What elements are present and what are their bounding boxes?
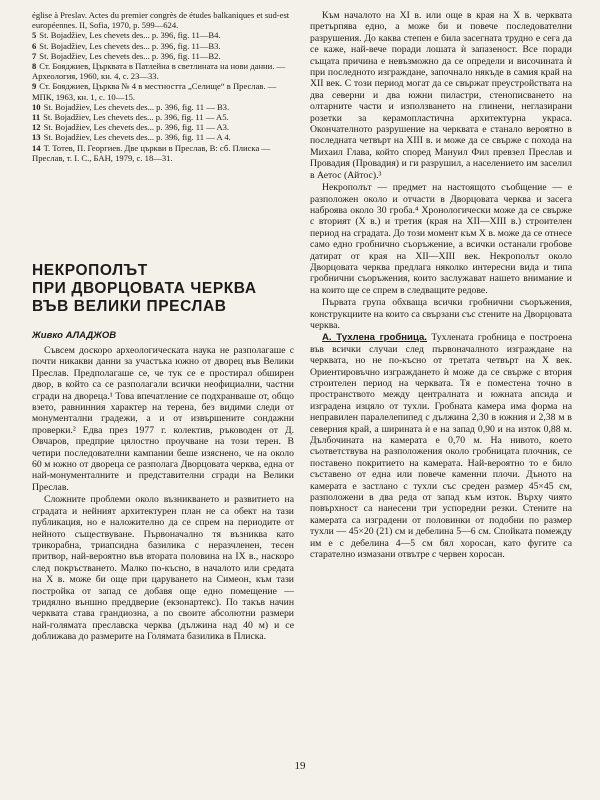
footnote-item bbox=[32, 51, 294, 61]
footnote-number: 14 bbox=[32, 142, 41, 153]
footnote-text: St. Bojadžiev, Les chevets des... p. 396, fig. 11—B2. bbox=[39, 50, 221, 61]
footnote-number: 9 bbox=[32, 81, 37, 92]
footnote-number: 12 bbox=[32, 122, 41, 133]
title-line: ПРИ ДВОРЦОВАТА ЧЕРКВА bbox=[32, 280, 257, 297]
footnote-item bbox=[32, 132, 294, 142]
left-column-text bbox=[32, 345, 294, 643]
body-paragraph: Към началото на XI в. или още в края на X в. черквата претърпява едно, а може би и повече последователни разрушения. До каква степен е била засегната трудно е сега да се каже, най-вече поради лошата ѝ запазеност. Все поради същата причина е невъзможно да се определи и височината ѝ при последното изграждане, започнало някъде в самия край на XII век. С този период могат да се свържат преустройствата на два северни и два южни пиластри, стенописването на олтарните части и използването на глинени, неглазирани розетки за керамопластична архитектурна украса. Окончателното разрушение на черквата е станало вероятно в последната четвърт на XIII в. и може да се свърже с похода на Михаил Глава, който според Мануил Фил превзел Преслав и Провадия (Провадия) и ги разрушил, а населението им заселил в Аетос (Айтос).³ bbox=[310, 10, 572, 181]
footnote-item bbox=[32, 61, 294, 81]
article-author: Живко АЛАДЖОВ bbox=[32, 330, 117, 341]
footnote-text: St. Bojadžiev, Les chevets des... p. 396, fig. 11 — A5. bbox=[43, 112, 229, 123]
footnote-item bbox=[32, 112, 294, 122]
footnote-item bbox=[32, 102, 294, 112]
footnote-number: 6 bbox=[32, 40, 37, 51]
footnote-number: 5 bbox=[32, 30, 37, 41]
section-a-text: Тухлената гробница е построена във всички случаи след първоначалното изграждане на черквата, но не по-късно от третата четвърт на X век. Ориентировъчно изграждането ѝ може да се свърже с втория строителен период на черквата. Тя е поместена точно в пространството между централната и южната апсида и изградена изцяло от тухли. Гробната камера има форма на неправилен паралелепипед с дължина 2,30 в южния и 2,38 м в северния край, а ширината ѝ е на запад 0,90 и на изток 0,88 м. Дълбочината на камерата е 0,70 м. На нивото, което съответствува на разположения около гробницата плочник, се поставено покритието на камерата. Най-вероятно то е било съставено от една или повече каменни плочи. Дъното на камерата е застлано с тухли със среден размер 45×45 см, разположени в два реда от запад към изток. Върху чиято повърхност са нанесени три успоредни резки. Стените на камерата са изградени от половинки от подобни по размер тухли — 45×20 (21) см и дебелина 5—6 см. Спойката помежду им е с дебелина 4—5 см бял хоросан, като фугите са старателно измазани отвътре с червен хоросан. bbox=[310, 332, 572, 561]
footnote-number: 8 bbox=[32, 61, 37, 72]
footnote-text: St. Bojadžiev, Les chevets des... p. 396, fig. 11 — A3. bbox=[43, 122, 230, 133]
article-title bbox=[32, 262, 294, 316]
footnote-number: 7 bbox=[32, 50, 37, 61]
title-line: НЕКРОПОЛЪТ bbox=[32, 262, 148, 279]
section-a-paragraph bbox=[310, 332, 572, 560]
footnote-item bbox=[32, 10, 294, 30]
article-header bbox=[32, 262, 294, 341]
footnote-item bbox=[32, 30, 294, 40]
footnote-text: St. Bojadžiev, Les chevets des... p. 396, fig. 11—B3. bbox=[39, 40, 221, 51]
body-paragraph: Сложните проблеми около възникването и развитието на сградата и нейният архитектурен план не са обект на тази публикация, но е наложително да се спрем на периодите от нейното съществуване. Първоначално тя възниква като трикорабна, триапсидна базилика с неразчленен, тесен притвор, най-вероятно във втората половина на IX в., наскоро след покръстването. Малко по-късно, в началото или средата на X в. може би още при царуването на Симеон, към тази постройка от запад се добавя още едно помещение — тридялно външно преддверие (екзонартекс). По такъв начин черквата става грандиозна, а по своите абсолютни размери най-голямата преславска черква (дължина над 40 м) и се доближава до размерите на Голямата базилика в Плиска. bbox=[32, 494, 294, 643]
footnote-text: St. Bojadžiev, Les chevets des... p. 396, fig. 11 — A 4. bbox=[43, 132, 231, 143]
footnote-item bbox=[32, 143, 294, 163]
footnote-item bbox=[32, 81, 294, 101]
footnote-item bbox=[32, 122, 294, 132]
footnote-number: 11 bbox=[32, 112, 41, 123]
footnote-text: Т. Тотев, П. Георгиев. Две църкви в Преслав, В: сб. Плиска — Преслав, т. I. С., БАН, 1979, с. 18—31. bbox=[32, 142, 271, 163]
body-paragraph: Некрополът — предмет на настоящото съобщение — е разположен около и отчасти в Дворцовата черква и засега наброява около 30 гроба.⁴ Хронологически може да се свърже с вторият (X в.) и третия (края на XII—XIII в.) строителен период на сградата. До този момент към X в. може да се отнесе само едно гробнично съоръжение, а всички останали гробове датират от края на XII—XIII век. Некрополът около Дворцовата черква предлага няколко интересни вида и типа гробнични съоръжения, които заслужават нашето внимание и на които ще се спрем в следващите редове. bbox=[310, 182, 572, 296]
page-number: 19 bbox=[294, 760, 306, 772]
body-paragraph: Първата група обхваща всички гробнични съоръжения, конструкциите на които са свързани със стените на Дворцовата черква. bbox=[310, 297, 572, 331]
footnote-number: 13 bbox=[32, 132, 41, 143]
footnote-text: église à Preslav. Actes du premier congrès de études balkaniques et sud-est européennes. II, Sofia, 1970, p. 599—624. bbox=[32, 10, 290, 31]
footnote-item bbox=[32, 41, 294, 51]
footnote-number: 10 bbox=[32, 101, 41, 112]
body-paragraph: Съвсем доскоро археологическата наука не разполагаше с почти никакви данни за участъка южно от дворец във Велики Преслав. Предполагаше се, че тук се е простирал обширен двор, в който са се разполагали всички неофициални, частни сгради на двореца.¹ Това впечатление се подхранваше от, общо взето, равнинния характер на терена, без видими следи от монументални градежи, а и от извършените сондажни проверки.² Едва през 1977 г. колектив, ръководен от Д. Овчаров, предприе цялостно проучване на този терен. В четири последователни кампании беше изяснено, че на около 60 м южно от двореца се разполага Дворцовата черква, една от най-монументалните и представителни сгради на Велики Преслав. bbox=[32, 345, 294, 493]
footnote-text: Ст. Бояджиев, Църква № 4 в местността „Селище“ в Преслав. — МПК, 1963, кн. 1, с. 10—15. bbox=[32, 81, 277, 102]
title-line: ВЪВ ВЕЛИКИ ПРЕСЛАВ bbox=[32, 298, 227, 315]
footnote-list bbox=[32, 10, 294, 163]
right-column-text bbox=[310, 10, 572, 561]
footnote-text: St. Bojadžiev, Les chevets des... p. 396, fig. 11—B4. bbox=[39, 30, 221, 41]
footnote-text: Ст. Бояджиев, Църквата в Патлейна в светлината на нови данни. — Археология, 1960, кн. 4, с. 23—33. bbox=[32, 61, 286, 82]
footnotes bbox=[32, 10, 294, 163]
footnote-text: St. Bojadžiev, Les chevets des... p. 396, fig. 11 — B3. bbox=[43, 101, 230, 112]
section-a-heading: А. Тухлена гробница. bbox=[322, 332, 427, 344]
